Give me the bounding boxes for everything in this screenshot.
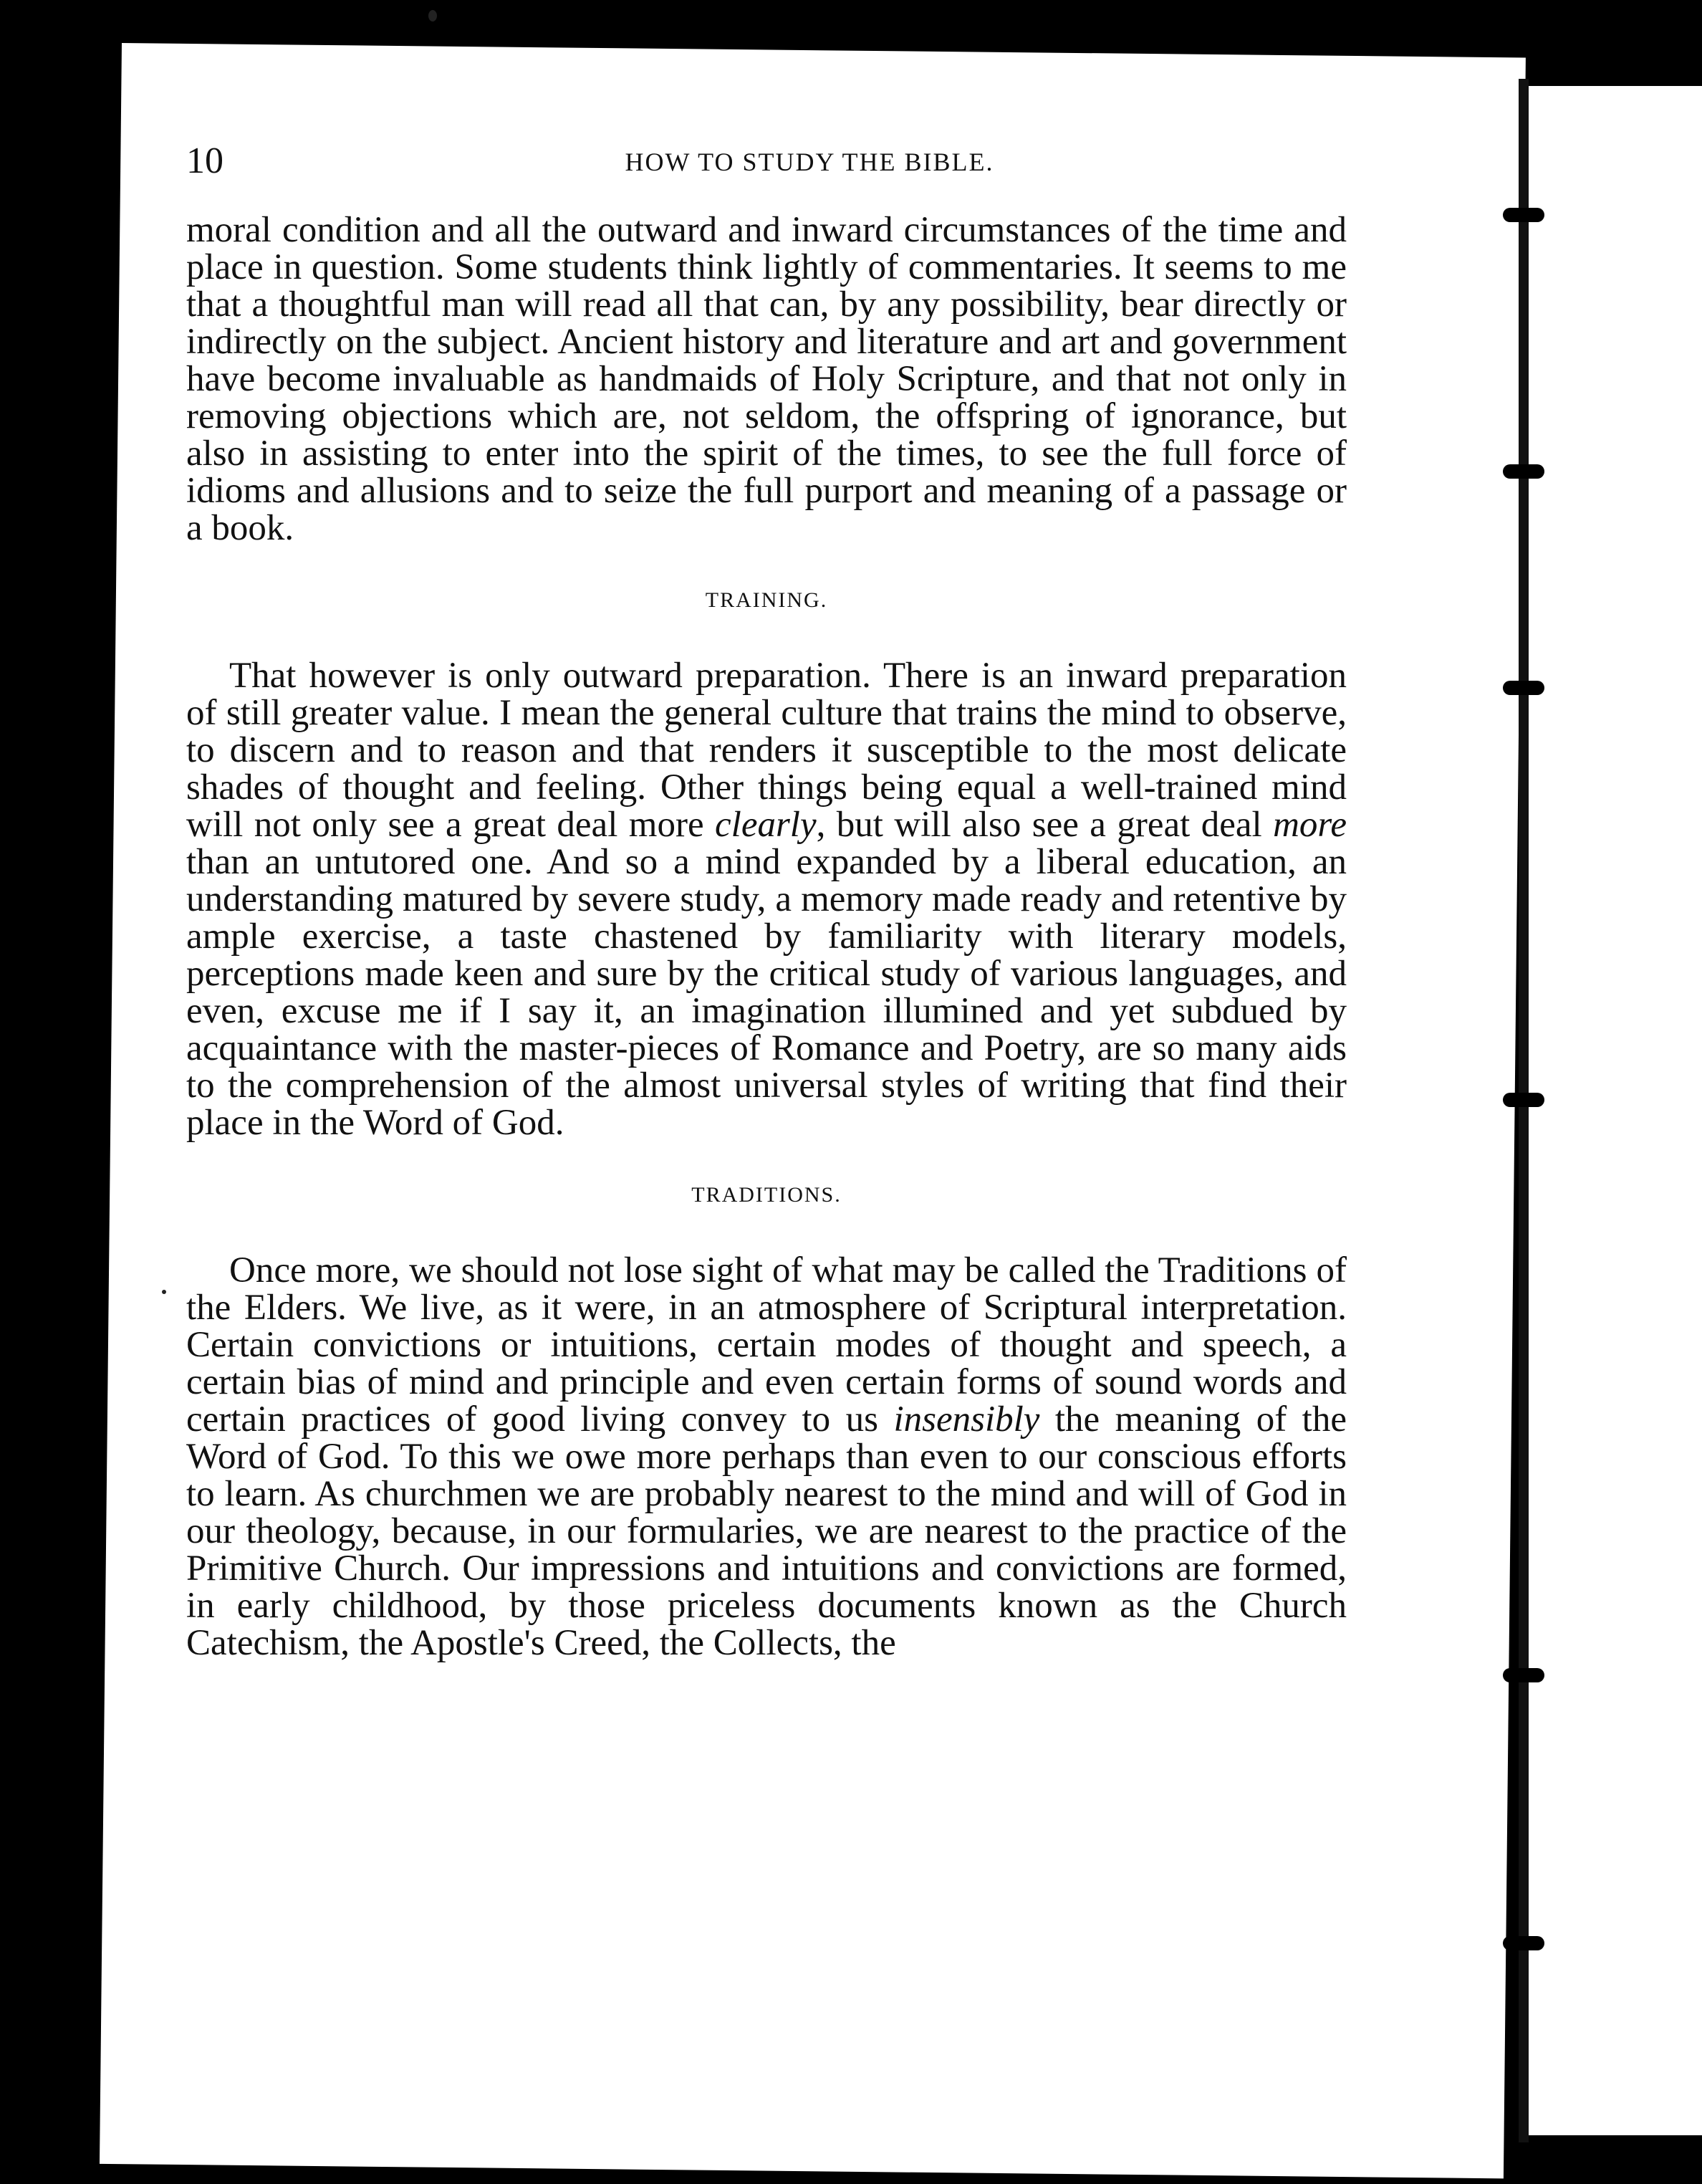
page-number: 10 bbox=[186, 140, 223, 181]
emphasis-more: more bbox=[1273, 805, 1347, 845]
emphasis-insensibly: insensibly bbox=[893, 1399, 1040, 1440]
binding-spine bbox=[1519, 79, 1529, 2142]
paragraph-traditions: Once more, we should not lose sight of what may be called the Traditions of the Elders. We live, as it were, in an atmosphere of Scriptural interpretation. Certain convictions or intuitions, certain modes of thought and speech, a certain bias of mind and principle and even certain forms of sound words and certain practices of good living convey to us insensibly the meaning of the Word of God. To this we owe more perhaps than even to our conscious efforts to learn. As churchmen we are probably nearest to the mind and will of God in our theology, because, in our formularies, we are nearest to the practice of the Primitive Church. Our impressions and intuitions and convictions are formed, in early childhood, by those priceless documents known as the Church Catechism, the Apostle's Creed, the Collects, the bbox=[186, 1250, 1347, 1663]
binding-stitch bbox=[1503, 208, 1544, 222]
page-header bbox=[186, 140, 1347, 190]
running-title: HOW TO STUDY THE BIBLE. bbox=[625, 148, 994, 176]
scan-speck bbox=[428, 10, 437, 21]
paragraph-continued: moral condition and all the outward and inward circumstances of the time and place in question. Some students think lightly of commentaries. It seems to me that a thoughtful man will read all that can, by any possibility, bear directly or indirectly on the subject. Ancient history and literature and art and government have become invaluable as handmaids of Holy Scripture, and that not only in removing objections which are, not seldom, the offspring of ignorance, but also in assisting to enter into the spirit of the times, to see the full force of idioms and allusions and to seize the full purport and meaning of a passage or a book. bbox=[186, 210, 1347, 548]
paragraph-training: That however is only outward preparation. There is an inward preparation of still greater value. I mean the general culture that trains the mind to observe, to discern and to reason and that renders it susceptible to the most delicate shades of thought and feeling. Other things being equal a well-trained mind will not only see a great deal more clearly, but will also see a great deal more than an untutored one. And so a mind expanded by a liberal education, an understanding matured by severe study, a memory made ready and retentive by ample exercise, a taste chastened by familiarity with literary models, perceptions made keen and sure by the critical study of various languages, and even, excuse me if I say it, an imagination illumined and yet subdued by acquaintance with the master-pieces of Romance and Poetry, are so many aids to the comprehension of the almost universal styles of writing that find their place in the Word of God. bbox=[186, 656, 1347, 1143]
binding-stitch bbox=[1503, 1093, 1544, 1107]
facing-page-edge bbox=[1526, 86, 1702, 2135]
binding-stitch bbox=[1503, 681, 1544, 695]
page-text bbox=[186, 140, 1347, 1662]
binding-stitch bbox=[1503, 1936, 1544, 1950]
emphasis-clearly: clearly bbox=[715, 805, 817, 845]
scan-speck bbox=[162, 1290, 166, 1294]
section-heading-traditions: TRADITIONS. bbox=[691, 1183, 842, 1207]
section-heading-training: TRAINING. bbox=[705, 588, 828, 612]
binding-stitch bbox=[1503, 1668, 1544, 1682]
binding-stitch bbox=[1503, 464, 1544, 479]
